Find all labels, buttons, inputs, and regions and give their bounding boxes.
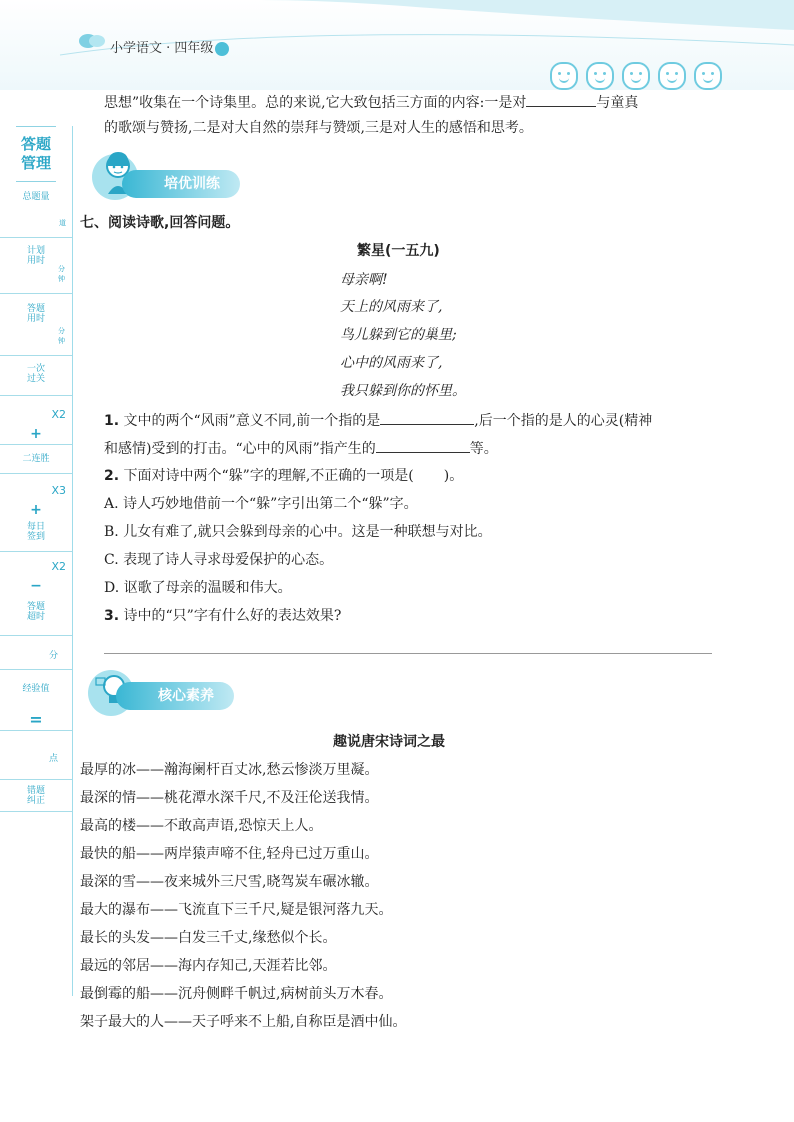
book-title: 小学语文 · 四年级	[110, 37, 229, 56]
sidebar-cell-points[interactable]	[0, 730, 72, 780]
smiley-icon	[550, 62, 578, 90]
sidebar-cell-streak[interactable]	[0, 444, 72, 474]
question-3: 3. 诗中的“只”字有什么好的表达效果?	[104, 608, 342, 624]
reading-line: 架子最大的人——天子呼来不上船,自称臣是酒中仙。	[80, 1014, 407, 1030]
reading-line: 最远的邻居——海内存知己,天涯若比邻。	[80, 958, 337, 974]
smiley-icon	[694, 62, 722, 90]
question-2: 2. 下面对诗中两个“躲”字的理解,不正确的一项是( )。	[104, 468, 464, 484]
sidebar-cell-correction[interactable]	[0, 780, 72, 812]
sidebar-label: 答题超时	[26, 602, 45, 622]
reading-line: 最高的楼——不敢高声语,恐惊天上人。	[80, 818, 323, 834]
multiplier-3: X2	[51, 560, 66, 573]
volume-badge	[215, 42, 229, 56]
answer-blank[interactable]	[526, 92, 596, 107]
sidebar-title: 答题管理	[16, 126, 56, 182]
answer-blank[interactable]	[376, 438, 470, 453]
sidebar-label: 经验值	[22, 684, 50, 694]
sidebar-cell-answer-time[interactable]	[0, 294, 72, 356]
smiley-icon	[622, 62, 650, 90]
sidebar-unit: 点	[48, 754, 58, 764]
reading-line: 最快的船——两岸猿声啼不住,轻舟已过万重山。	[80, 846, 379, 862]
sidebar-cell-plan-time[interactable]	[0, 238, 72, 294]
poem-title: 繁星(一五九)	[357, 243, 440, 259]
sidebar-label: 总题量	[22, 192, 50, 202]
reading-line: 最长的头发——白发三千丈,缘愁似个长。	[80, 930, 337, 946]
sidebar-label: 答题用时	[26, 304, 45, 324]
section-banner-training: 培优训练	[122, 170, 240, 198]
answer-paren-blank[interactable]	[414, 466, 444, 480]
sidebar-cell-exp[interactable]	[0, 670, 72, 706]
sidebar-unit: 分	[48, 651, 58, 661]
reading-title: 趣说唐宋诗词之最	[333, 734, 445, 750]
smiley-icon	[586, 62, 614, 90]
reading-line: 最深的雪——夜来城外三尺雪,晓驾炭车碾冰辙。	[80, 874, 379, 890]
sidebar-label: 错题纠正	[26, 786, 45, 806]
sidebar-cell-checkin[interactable]	[0, 520, 72, 552]
multiplier-2: X3	[51, 484, 66, 497]
sidebar-label: 计划用时	[26, 246, 45, 266]
poem-line: 天上的风雨来了,	[340, 299, 443, 315]
intro-line-2: 的歌颂与赞扬,二是对大自然的崇拜与赞颂,三是对人生的感悟和思考。	[104, 120, 533, 136]
answer-management-sidebar	[0, 126, 73, 996]
poem-line: 母亲啊!	[340, 272, 388, 288]
intro-line-1: 思想”收集在一个诗集里。总的来说,它大致包括三方面的内容:一是对 与童真	[104, 92, 638, 113]
minus-operator: −	[30, 578, 42, 594]
sidebar-unit: 分钟	[58, 327, 65, 345]
plus-operator: +	[30, 502, 42, 518]
equals-operator: =	[29, 710, 43, 729]
sidebar-unit: 分钟	[58, 265, 65, 283]
section-divider	[104, 653, 712, 654]
reading-line: 最大的瀑布——飞流直下三千尺,疑是银河落九天。	[80, 902, 393, 918]
sidebar-unit: 道	[59, 219, 66, 227]
book-logo-icon	[78, 32, 106, 50]
reading-line: 最深的情——桃花潭水深千尺,不及汪伦送我情。	[80, 790, 379, 806]
question-7-prompt: 七、阅读诗歌,回答问题。	[80, 215, 240, 231]
option-d[interactable]: D. 讴歌了母亲的温暖和伟大。	[104, 580, 292, 596]
question-1-line-2: 和感情)受到的打击。“心中的风雨”指产生的 等。	[104, 438, 498, 459]
reading-line: 最倒霉的船——沉舟侧畔千帆过,病树前头万木春。	[80, 986, 393, 1002]
question-1-line-1: 1. 文中的两个“风雨”意义不同,前一个指的是 ,后一个指的是人的心灵(精神	[104, 410, 652, 431]
poem-line: 我只躲到你的怀里。	[340, 383, 466, 399]
sidebar-cell-pass[interactable]	[0, 356, 72, 396]
sidebar-cell-total[interactable]	[0, 182, 72, 238]
poem-line: 鸟儿躲到它的巢里;	[340, 327, 457, 343]
sidebar-cell-score[interactable]	[0, 636, 72, 670]
smiley-icon	[658, 62, 686, 90]
section-banner-core: 核心素养	[116, 682, 234, 710]
sidebar-label: 每日签到	[26, 522, 45, 542]
plus-operator: +	[30, 426, 42, 442]
option-c[interactable]: C. 表现了诗人寻求母爱保护的心态。	[104, 552, 334, 568]
sidebar-label: 一次过关	[26, 364, 45, 384]
option-b[interactable]: B. 儿女有难了,就只会躲到母亲的心中。这是一种联想与对比。	[104, 524, 492, 540]
sidebar-cell-timeout[interactable]	[0, 596, 72, 636]
answer-blank[interactable]	[380, 410, 474, 425]
option-a[interactable]: A. 诗人巧妙地借前一个“躲”字引出第二个“躲”字。	[104, 496, 418, 512]
poem-line: 心中的风雨来了,	[340, 355, 443, 371]
reading-line: 最厚的冰——瀚海阑杆百丈冰,愁云惨淡万里凝。	[80, 762, 379, 778]
sidebar-label: 二连胜	[22, 454, 50, 464]
multiplier-1: X2	[51, 408, 66, 421]
